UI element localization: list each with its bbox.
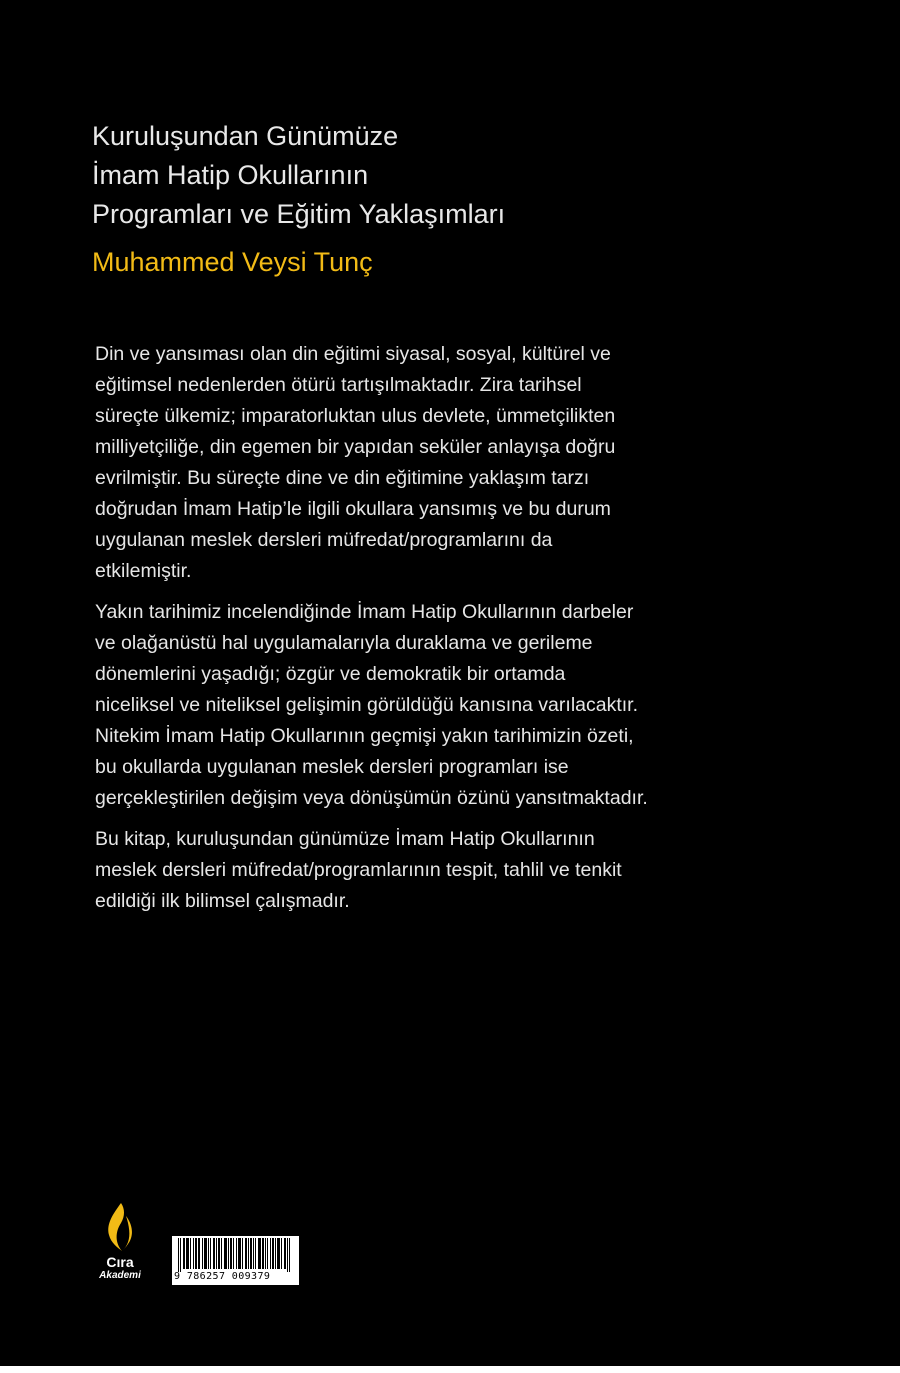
blurb-line: ve olağanüstü hal uygulamalarıyla duraklama ve gerileme [95,632,593,654]
barcode-bar [260,1238,261,1269]
publisher-logo [92,1202,148,1286]
barcode-bar [275,1238,276,1269]
barcode-bar [226,1238,227,1269]
barcode-bar [289,1238,290,1272]
book-title-line: Programları ve Eğitim Yaklaşımları [92,199,506,229]
barcode-bar [213,1238,214,1269]
barcode-bar [285,1238,286,1269]
blurb-line: süreçte ülkemiz; imparatorluktan ulus devlete, ümmetçilikten [95,405,616,427]
blurb-line: meslek dersleri müfredat/programlarının tespit, tahlil ve tenkit [95,859,622,881]
barcode-bar [202,1238,203,1269]
barcode-bar [259,1238,260,1269]
blurb-line: eğitimsel nedenlerden ötürü tartışılmaktadır. Zira tarihsel [95,374,582,396]
isbn-barcode [172,1236,299,1285]
blurb-line: edildiği ilk bilimsel çalışmadır. [95,890,350,912]
barcode-bar [198,1238,199,1269]
barcode-bar [240,1238,241,1269]
barcode-bar [267,1238,268,1269]
barcode-bar [231,1238,232,1269]
barcode-bar [219,1238,220,1269]
barcode-bar [245,1238,246,1269]
barcode-bar [224,1238,225,1269]
blurb-line: gerçekleştirilen değişim veya dönüşümün özünü yansıtmaktadır. [95,787,648,809]
barcode-bar [272,1238,273,1269]
barcode-bar [277,1238,278,1269]
blurb-paragraph [95,597,735,814]
barcode-bar [281,1238,282,1269]
book-title-line: İmam Hatip Okullarının [92,160,369,190]
barcode-bar [216,1238,217,1269]
barcode-bar [193,1238,194,1269]
barcode-bar [196,1238,197,1269]
blurb-line: Yakın tarihimiz incelendiğinde İmam Hatip Okullarının darbeler [95,601,634,623]
barcode-bar [204,1238,205,1269]
barcode-bar [236,1238,237,1269]
barcode-bar [239,1238,240,1269]
barcode-bar [187,1238,188,1269]
barcode-bar [284,1238,285,1269]
barcode-bar [183,1238,184,1269]
barcode-bar [190,1238,191,1269]
barcode-bar [250,1238,251,1269]
barcode-bar [255,1238,256,1269]
barcode-bar [273,1238,274,1269]
barcode-bar [263,1238,264,1269]
blurb-line: Din ve yansıması olan din eğitimi siyasal, sosyal, kültürel ve [95,343,611,365]
publisher-name: Cıra [106,1254,134,1270]
barcode-bar [233,1238,234,1269]
barcode-bar [195,1238,196,1269]
barcode-bar [258,1238,259,1269]
barcode-bar [186,1238,187,1269]
barcode-bar [218,1238,219,1269]
barcode-bar [208,1238,209,1269]
barcode-bar [230,1238,231,1269]
blurb-line: evrilmiştir. Bu süreçte dine ve din eğitimine yaklaşım tarzı [95,467,590,489]
flame-icon [104,1202,136,1252]
author-name: Muhammed Veysi Tunç [92,247,373,277]
blurb-line: Nitekim İmam Hatip Okullarının geçmişi yakın tarihimizin özeti, [95,725,634,747]
barcode-bar [210,1238,211,1269]
blurb-paragraph [95,824,735,917]
barcode-bar [178,1238,179,1272]
barcode-bar [180,1238,181,1272]
barcode-bar [199,1238,200,1269]
barcode-bar [242,1238,243,1269]
barcode-bar [225,1238,226,1269]
blurb-line: niceliksel ve niteliksel gelişimin görüldüğü kanısına varılacaktır. [95,694,639,716]
blurb-line: doğrudan İmam Hatip’le ilgili okullara yansımış ve bu durum [95,498,611,520]
blurb-line: etkilemiştir. [95,560,192,582]
barcode-bar [246,1238,247,1269]
blurb-line: uygulanan meslek dersleri müfredat/programlarını da [95,529,553,551]
blurb [95,339,735,927]
barcode-bar [248,1238,249,1269]
book-title-line: Kuruluşundan Günümüze [92,121,399,151]
barcode-bar [265,1238,266,1269]
barcode-bar [206,1238,207,1269]
barcode-bar [262,1238,263,1269]
barcode-bar [221,1238,222,1269]
blurb-line: dönemlerini yaşadığı; özgür ve demokratik bir ortamda [95,663,566,685]
barcode-bar [251,1238,252,1269]
barcode-bars [172,1236,299,1272]
barcode-bar [279,1238,280,1269]
isbn-number: 9 786257 009379 [174,1271,271,1282]
publisher-imprint: Akademi [99,1270,141,1281]
barcode-bar [270,1238,271,1269]
barcode-bar [184,1238,185,1269]
barcode-bar [228,1238,229,1269]
barcode-bar [205,1238,206,1269]
barcode-bar [238,1238,239,1269]
barcode-bar [287,1238,288,1272]
blurb-line: Bu kitap, kuruluşundan günümüze İmam Hatip Okullarının [95,828,595,850]
book-title-block [92,117,792,280]
barcode-bar [214,1238,215,1269]
blurb-line: bu okullarda uygulanan meslek dersleri programları ise [95,756,569,778]
blurb-line: milliyetçiliğe, din egemen bir yapıdan seküler anlayışa doğru [95,436,616,458]
barcode-bar [253,1238,254,1269]
barcode-bar [278,1238,279,1269]
blurb-paragraph [95,339,735,587]
barcode-bar [188,1238,189,1269]
